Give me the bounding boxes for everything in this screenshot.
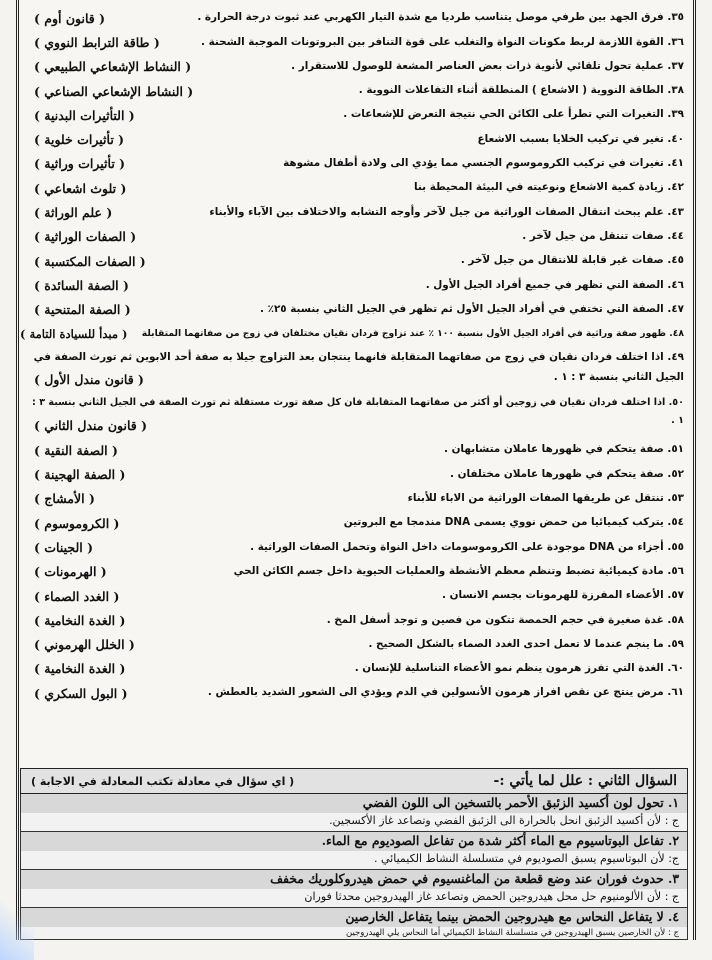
question-text: ٦٠. الغدة التي تفرز هرمون ينظم نمو الأعضاء التناسلية للإنسان . — [354, 662, 684, 675]
question-text: ٥٨. غدة صغيرة في حجم الحمصة تتكون من فصين و توجد أسفل المخ . — [326, 613, 684, 626]
reason-item — [20, 870, 688, 908]
list-item — [20, 535, 690, 559]
question-text: ٤٤. صفات تنتقل من جيل لآخر . — [522, 229, 684, 242]
question-text: ٥٣. تنتقل عن طريقها الصفات الوراثية من الاباء للأبناء — [407, 492, 684, 505]
answer-term: ( قانون مندل الأول ) — [34, 372, 144, 388]
reason-item — [20, 794, 688, 832]
question-text: ٤٦. الصفة التي تظهر في جميع أفراد الجيل الأول . — [425, 278, 684, 291]
item-number: ٣. — [668, 871, 679, 886]
question-text: ٤١. تغيرات في تركيب الكروموسوم الجنسي مما يؤدي الى ولادة أطفال مشوهة — [283, 157, 684, 170]
reason-answer: ج: لأن البوتاسيوم يسبق الصوديوم في متسلسلة النشاط الكيميائي . — [21, 851, 687, 869]
question-text: ٣٦. القوة اللازمة لربط مكونات النواة والتغلب على قوة التنافر بين البروتونات الموجبة الشحنة . — [201, 35, 684, 48]
answer-term: ( الصفة النقية ) — [34, 442, 118, 458]
question-text: ٥٦. مادة كيميائية تضبط وتنظم معظم الأنشطة والعمليات الحيوية داخل جسم الكائن الحي — [233, 564, 684, 577]
list-item — [20, 392, 690, 438]
question-text: ٤٥. صفات غير قابلة للانتقال من جيل لآخر . — [460, 254, 684, 267]
item-number: ٥٧. — [663, 589, 684, 602]
item-number: ١. — [668, 795, 679, 810]
list-item — [20, 681, 690, 705]
question-text: ٥٤. يتركب كيميائيا من حمض نووي يسمى DNA مندمجا مع البروتين — [343, 516, 684, 529]
section-title: السؤال الثاني : علل لما يأتي :- — [493, 773, 677, 789]
list-item — [20, 298, 690, 322]
list-item — [20, 657, 690, 681]
reason-answer: ج : لأن الألومنيوم حل محل هيدروجين الحمض وتصاعد غاز الهيدروجين محدثا فوران — [21, 889, 687, 907]
question-text: ٤٧. الصفة التي تختفي في أفراد الجيل الأول ثم تظهر في الجيل الثاني بنسبة ٢٥٪ . — [260, 302, 684, 315]
item-number: ٤٨. — [666, 328, 684, 340]
list-item — [20, 487, 690, 511]
item-number: ٤٧. — [663, 302, 684, 315]
item-number: ٤. — [668, 909, 679, 924]
section-note: ( اي سؤال في معادلة تكتب المعادلة في الاجابة ) — [31, 774, 295, 788]
item-number: ٤٩. — [663, 351, 684, 364]
question-text: ٤٩. اذا اختلف فردان نقيان في زوج من صفاتهما المتقابلة فانهما ينتجان بعد التزاوج جيلا به صفة أحد الابوين ثم تورث الصفة في الجيل الثاني بنسبة ٣ : ١ . — [33, 351, 684, 383]
item-number: ٣٨. — [663, 84, 684, 97]
answer-term: ( الكروموسوم ) — [34, 515, 120, 531]
answer-term: ( الخلل الهرموني ) — [34, 637, 135, 653]
question-text: ٣٨. الطاقة النووية ( الاشعاع ) المنطلقة أثناء التفاعلات النووية . — [358, 84, 684, 97]
item-number: ٤٦. — [663, 278, 684, 291]
item-number: ٦٠. — [663, 662, 684, 675]
list-item — [20, 6, 690, 30]
answer-term: ( الصفة الهجينة ) — [34, 467, 126, 483]
question-text: ٥٧. الأعضاء المفرزة للهرمونات بجسم الانسان . — [442, 589, 684, 602]
answer-term: ( تأثيرات خلوية ) — [34, 132, 125, 148]
item-number: ٥١. — [663, 443, 684, 456]
list-item — [20, 249, 690, 273]
question-text: ٥٩. ما ينجم عندما لا تعمل احدى الغدد الصماء بالشكل الصحيح . — [368, 637, 684, 650]
answer-term: ( الغدد الصماء ) — [34, 588, 120, 604]
item-number: ٥٦. — [663, 564, 684, 577]
list-item — [20, 103, 690, 127]
reason-question — [21, 870, 687, 889]
list-item — [20, 79, 690, 103]
reason-question — [21, 908, 687, 927]
item-number: ٤٣. — [663, 205, 684, 218]
answer-term: ( النشاط الإشعاعي الطبيعي ) — [34, 59, 192, 75]
question-text: تحول لون أكسيد الزئبق الأحمر بالتسخين الى اللون الفضي — [362, 795, 664, 810]
section-header — [20, 768, 688, 794]
item-number: ٣٦. — [663, 35, 684, 48]
item-number: ٤٤. — [663, 229, 684, 242]
answer-term: ( الغدة النخامية ) — [34, 612, 126, 628]
question-text: ٥٢. صفة يتحكم في ظهورها عاملان مختلفان . — [450, 467, 684, 480]
list-item — [20, 322, 690, 346]
question-text: ٦١. مرض ينتج عن نقص افراز هرمون الأنسولين في الدم ويؤدي الى الشعور الشديد بالعطش . — [207, 686, 684, 699]
item-number: ٣٩. — [663, 108, 684, 121]
answer-term: ( تأثيرات وراثية ) — [34, 156, 126, 172]
item-number: ٥٠. — [665, 397, 684, 409]
item-number: ٥٥. — [663, 540, 684, 553]
list-item — [20, 511, 690, 535]
reason-item — [20, 908, 688, 940]
list-item — [20, 584, 690, 608]
list-item — [20, 176, 690, 200]
item-number: ٥٩. — [663, 637, 684, 650]
list-item — [20, 55, 690, 79]
reason-answer: ج : لأن أكسيد الزئبق انحل بالحرارة الى الزئبق الفضي وتصاعد غاز الأكسجين. — [21, 813, 687, 831]
question-text: ٤٢. زيادة كمية الاشعاع ونوعيته في البيئة المحيطة بنا — [414, 181, 684, 194]
question-text: ٥٠. اذا اختلف فردان نقيان في زوجين أو أكثر من صفاتهما المتقابلة فان كل صفة تورث مستقلة ثم تورث الصفة في الجيل الثاني بنسبة ٣ : ١ . — [32, 397, 684, 427]
reason-question — [21, 794, 687, 813]
item-number: ٤٥. — [663, 254, 684, 267]
item-number: ٥٢. — [663, 467, 684, 480]
list-item — [20, 633, 690, 657]
question-text: ٣٥. فرق الجهد بين طرفي موصل يتناسب طرديا مع شدة التيار الكهربي عند ثبوت درجة الحرارة . — [197, 11, 684, 24]
section-two — [20, 768, 688, 940]
question-text: ٤٨. ظهور صفة وراثية في أفراد الجيل الأول بنسبة ١٠٠ ٪ عند تزاوج فردان نقيان مختلفان في زوج من صفاتهما المتقابلة — [141, 328, 684, 340]
answer-term: ( الصفات المكتسبة ) — [34, 253, 146, 269]
answer-term: ( تلوث اشعاعي ) — [34, 180, 127, 196]
item-number: ٦١. — [663, 686, 684, 699]
answer-term: ( مبدأ للسيادة التامة ) — [20, 327, 128, 341]
list-item — [20, 152, 690, 176]
question-text: ٥١. صفة يتحكم في ظهورها عاملان متشابهان . — [444, 443, 684, 456]
answer-term: ( النشاط الإشعاعي الصناعي ) — [34, 83, 194, 99]
answer-term: ( الصفات الوراثية ) — [34, 229, 137, 245]
item-number: ٥٣. — [663, 492, 684, 505]
question-text: ٥٥. أجزاء من DNA موجودة على الكروموسومات داخل النواة وتحمل الصفات الوراثية . — [250, 540, 684, 553]
list-item — [20, 200, 690, 224]
question-text: ٤٣. علم يبحث انتقال الصفات الوراثية من جيل لآخر وأوجه التشابه والاختلاف بين الآباء والأبناء — [209, 205, 684, 218]
answer-term: ( الجينات ) — [34, 539, 94, 555]
list-item — [20, 462, 690, 486]
reason-answer: ج : لأن الخارصين يسبق الهيدروجين في متسلسلة النشاط الكيميائي أما النحاس يلي الهيدروجين — [21, 927, 687, 939]
list-item — [20, 438, 690, 462]
list-item — [20, 127, 690, 151]
question-text: ٤٠. تغير في تركيب الخلايا بسبب الاشعاع — [477, 132, 684, 145]
answer-term: ( طاقة الترابط النووي ) — [34, 34, 160, 50]
item-number: ٤٠. — [663, 132, 684, 145]
item-number: ٢. — [668, 833, 679, 848]
reason-question — [21, 832, 687, 851]
corner-glare — [0, 900, 34, 960]
answer-term: ( البول السكري ) — [34, 685, 128, 701]
question-text: ٣٧. عملية تحول تلقائي لأنوية ذرات بعض العناصر المشعة للوصول للاستقرار . — [291, 59, 684, 72]
answer-term: ( علم الوراثة ) — [34, 205, 113, 221]
question-text: تفاعل البوتاسيوم مع الماء أكثر شدة من تفاعل الصوديوم مع الماء. — [321, 833, 664, 848]
list-item — [20, 225, 690, 249]
answer-term: ( الأمشاج ) — [34, 491, 95, 507]
question-text: لا يتفاعل النحاس مع هيدروجين الحمض بينما يتفاعل الخارصين — [345, 909, 664, 924]
answer-term: ( الهرمونات ) — [34, 564, 107, 580]
list-item — [20, 560, 690, 584]
definitions-list — [20, 6, 690, 766]
item-number: ٤٢. — [663, 181, 684, 194]
item-number: ٤١. — [663, 157, 684, 170]
question-text: حدوث فوران عند وضع قطعة من الماغنسيوم في حمض هيدروكلوريك مخفف — [270, 871, 664, 886]
list-item — [20, 30, 690, 54]
item-number: ٣٥. — [663, 11, 684, 24]
question-text: ٣٩. التغيرات التي تطرأ على الكائن الحي نتيجة التعرض للإشعاعات . — [343, 108, 684, 121]
item-number: ٥٨. — [663, 613, 684, 626]
reason-item — [20, 832, 688, 870]
answer-term: ( التأثيرات البدنية ) — [34, 107, 135, 123]
item-number: ٥٤. — [663, 516, 684, 529]
answer-term: ( قانون مندل الثاني ) — [34, 418, 148, 434]
list-item — [20, 346, 690, 392]
answer-term: ( قانون أوم ) — [34, 10, 106, 26]
answer-term: ( الصفة المتنحية ) — [34, 302, 131, 318]
list-item — [20, 608, 690, 632]
list-item — [20, 273, 690, 297]
answer-term: ( الغدة النخامية ) — [34, 661, 126, 677]
answer-term: ( الصفة السائدة ) — [34, 277, 129, 293]
item-number: ٣٧. — [663, 59, 684, 72]
